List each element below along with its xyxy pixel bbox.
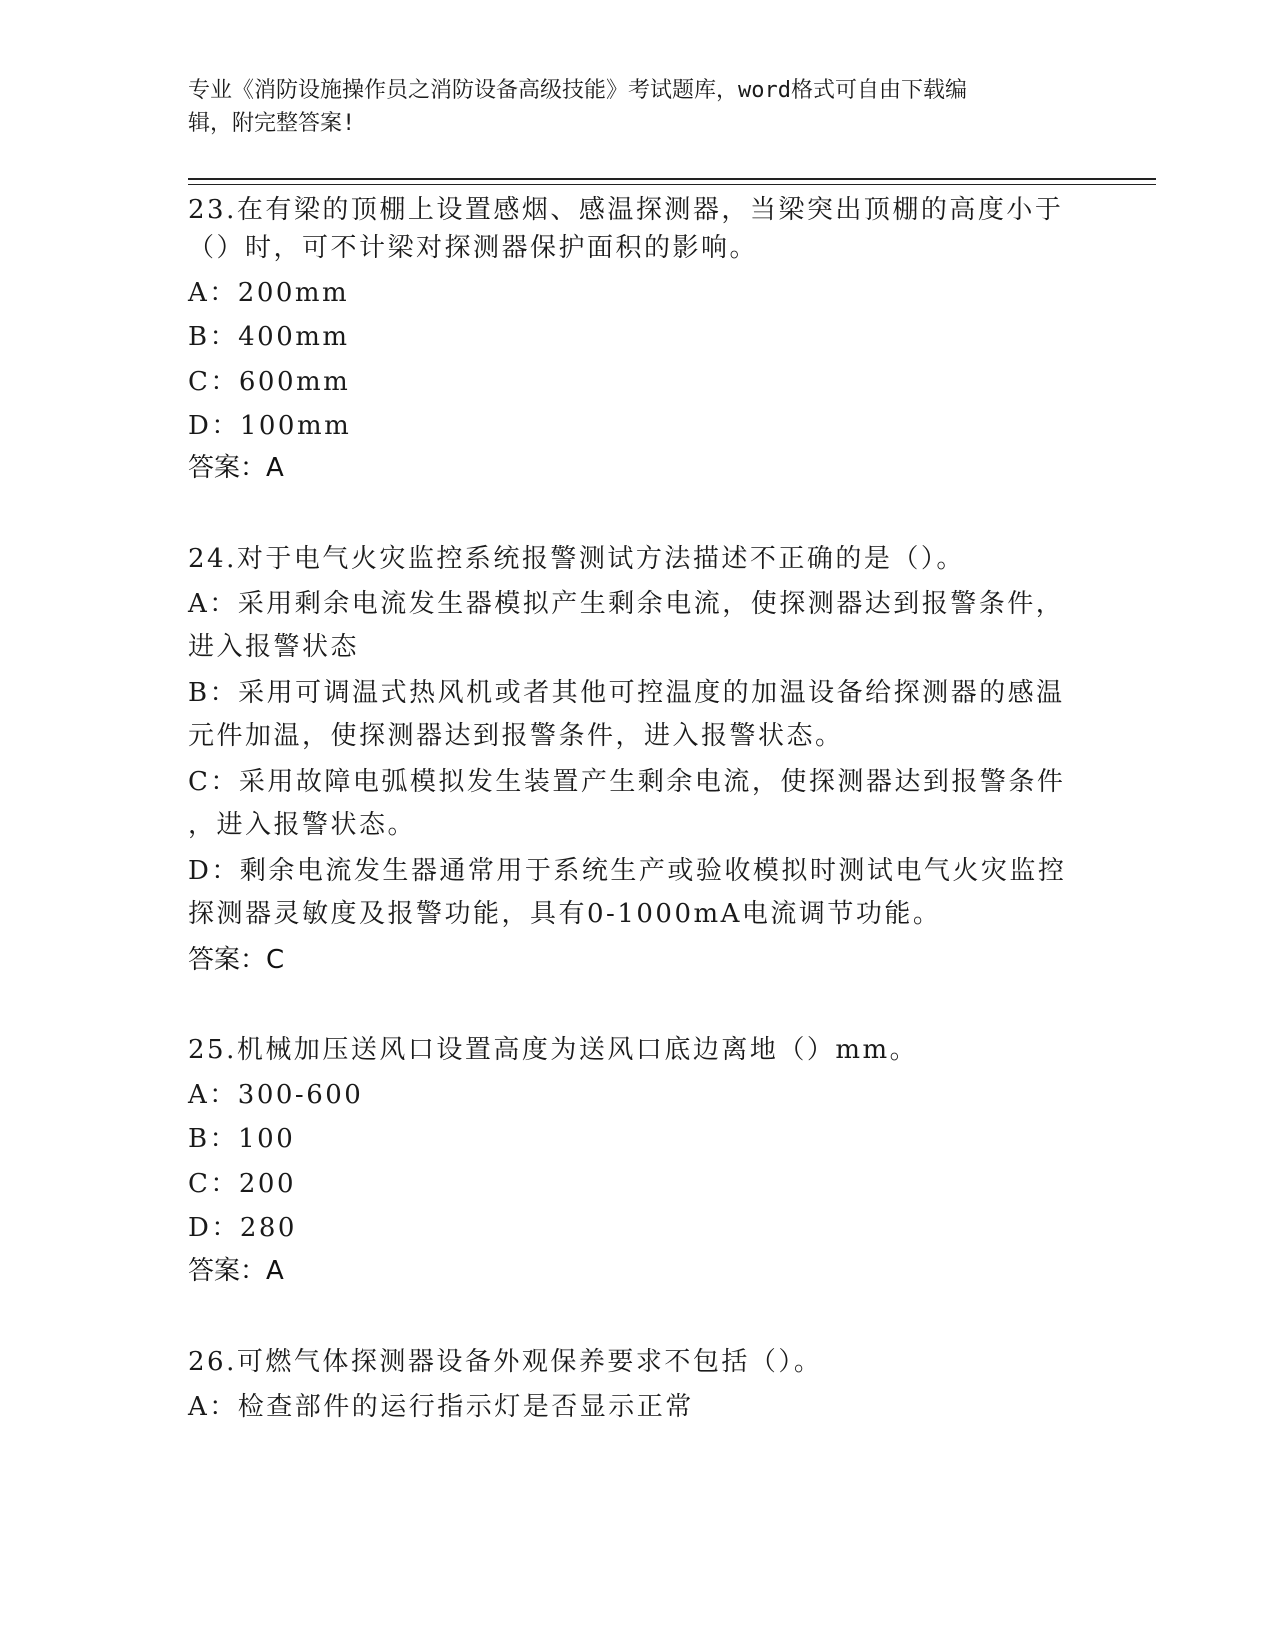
question-23-stem-line-2: （）时，可不计梁对探测器保护面积的影响。 [188, 233, 759, 263]
question-23-option-d: D：100mm [188, 411, 352, 441]
question-23-option-a: A：200mm [188, 278, 350, 308]
header-line-2: 辑，附完整答案! [188, 111, 356, 136]
question-24-stem: 24.对于电气火灾监控系统报警测试方法描述不正确的是（）。 [188, 544, 965, 574]
question-25-answer: 答案：A [188, 1256, 284, 1286]
question-25-option-c: C：200 [188, 1169, 297, 1199]
question-24-option-c-line-1: C：采用故障电弧模拟发生装置产生剩余电流，使探测器达到报警条件 [188, 767, 1066, 797]
question-24-option-d-line-1: D：剩余电流发生器通常用于系统生产或验收模拟时测试电气火灾监控 [188, 856, 1067, 886]
question-24-option-b-line-1: B：采用可调温式热风机或者其他可控温度的加温设备给探测器的感温 [188, 678, 1065, 708]
question-25-stem: 25.机械加压送风口设置高度为送风口底边离地（）mm。 [188, 1035, 919, 1065]
question-25-option-b: B：100 [188, 1124, 296, 1154]
question-24-option-c-line-2: ，进入报警状态。 [188, 810, 417, 840]
question-25-option-a: A：300-600 [188, 1080, 364, 1110]
question-24-option-b-line-2: 元件加温，使探测器达到报警条件，进入报警状态。 [188, 721, 844, 751]
question-26-stem: 26.可燃气体探测器设备外观保养要求不包括（）。 [188, 1347, 823, 1377]
header-line-1: 专业《消防设施操作员之消防设备高级技能》考试题库，word格式可自由下载编 [188, 78, 967, 103]
question-23-option-b: B：400mm [188, 322, 350, 352]
question-23-stem-line-1: 23.在有梁的顶棚上设置感烟、感温探测器，当梁突出顶棚的高度小于 [188, 195, 1064, 225]
question-24-answer: 答案：C [188, 945, 285, 975]
header-divider-thick [188, 178, 1156, 180]
document-header [188, 74, 1068, 140]
question-24-option-a-line-1: A：采用剩余电流发生器模拟产生剩余电流，使探测器达到报警条件， [188, 589, 1065, 619]
question-23-answer: 答案：A [188, 453, 284, 483]
question-26-option-a: A：检查部件的运行指示灯是否显示正常 [188, 1392, 694, 1422]
question-24-option-a-line-2: 进入报警状态 [188, 632, 360, 662]
question-25-option-d: D：280 [188, 1213, 297, 1243]
question-24-option-d-line-2: 探测器灵敏度及报警功能，具有0-1000mA电流调节功能。 [188, 899, 942, 929]
question-23-option-c: C：600mm [188, 367, 351, 397]
header-divider-thin [188, 184, 1156, 185]
